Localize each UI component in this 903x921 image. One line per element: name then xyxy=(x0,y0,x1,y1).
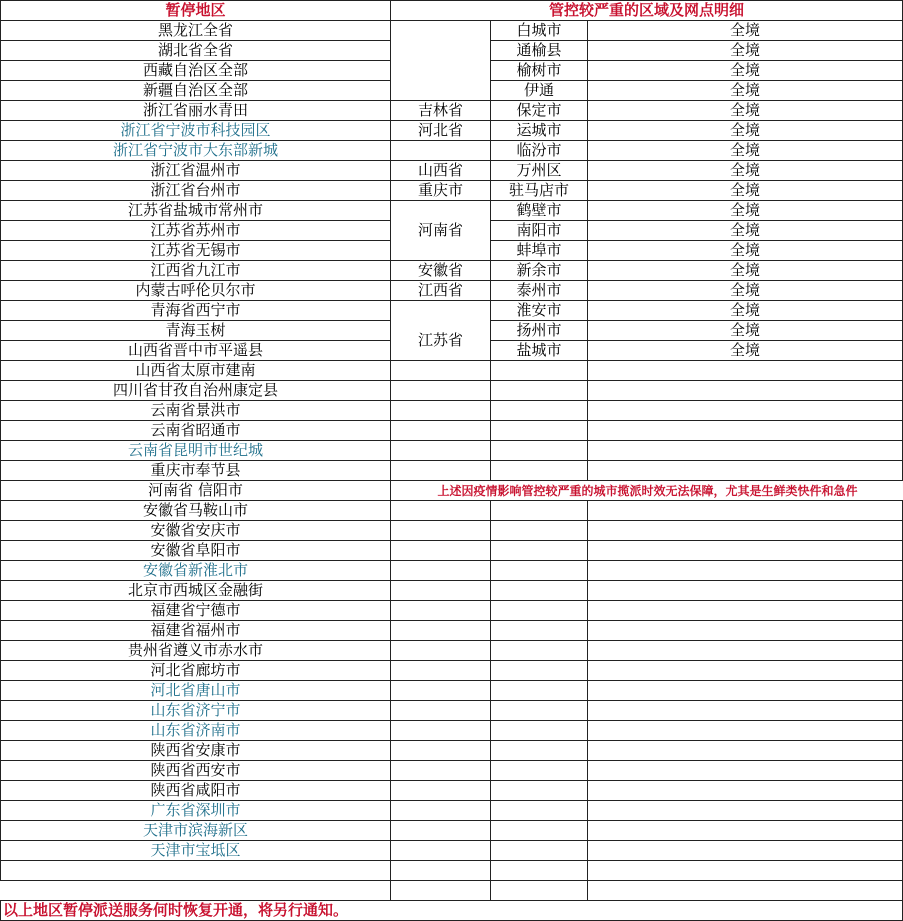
empty-cell xyxy=(390,660,491,681)
empty-cell xyxy=(390,560,491,581)
suspended-region-cell: 福建省福州市 xyxy=(0,620,391,641)
control-scope-cell: 全境 xyxy=(587,240,903,261)
empty-cell xyxy=(587,660,903,681)
controlled-city-cell: 榆树市 xyxy=(490,60,588,81)
empty-cell xyxy=(587,560,903,581)
suspended-region-cell: 内蒙古呼伦贝尔市 xyxy=(0,280,391,301)
empty-cell xyxy=(390,760,491,781)
control-scope-cell: 全境 xyxy=(587,20,903,41)
controlled-city-cell: 通榆县 xyxy=(490,40,588,61)
empty-cell xyxy=(587,460,903,481)
controlled-city-cell: 南阳市 xyxy=(490,220,588,241)
control-scope-cell: 全境 xyxy=(587,320,903,341)
empty-cell xyxy=(490,680,588,701)
control-scope-cell: 全境 xyxy=(587,220,903,241)
control-scope-cell: 全境 xyxy=(587,100,903,121)
empty-cell xyxy=(587,600,903,621)
control-scope-cell: 全境 xyxy=(587,280,903,301)
control-scope-cell: 全境 xyxy=(587,40,903,61)
suspended-region-cell: 贵州省遵义市赤水市 xyxy=(0,640,391,661)
controlled-city-cell: 白城市 xyxy=(490,20,588,41)
note-text: 上述因疫情影响管控较严重的城市揽派时效无法保障，尤其是生鲜类快件和急件 xyxy=(391,480,903,501)
suspended-region-cell: 北京市西城区金融街 xyxy=(0,580,391,601)
suspended-region-cell: 安徽省新淮北市 xyxy=(0,560,391,581)
control-scope-cell: 全境 xyxy=(587,200,903,221)
empty-cell xyxy=(490,860,588,881)
suspended-region-cell: 新疆自治区全部 xyxy=(0,80,391,101)
controlled-city-cell: 运城市 xyxy=(490,120,588,141)
empty-cell xyxy=(587,820,903,841)
suspended-region-cell: 重庆市奉节县 xyxy=(0,460,391,481)
province-cell: 安徽省 xyxy=(390,260,491,281)
empty-cell xyxy=(390,520,491,541)
suspended-region-cell: 云南省昆明市世纪城 xyxy=(0,440,391,461)
suspended-region-cell: 河南省 信阳市 xyxy=(0,480,391,501)
controlled-city-cell: 保定市 xyxy=(490,100,588,121)
province-cell: 吉林省 xyxy=(390,100,491,121)
suspended-region-cell: 江西省九江市 xyxy=(0,260,391,281)
control-scope-cell: 全境 xyxy=(587,180,903,201)
empty-cell xyxy=(587,620,903,641)
control-scope-cell: 全境 xyxy=(587,160,903,181)
suspended-region-cell: 山西省太原市建南 xyxy=(0,360,391,381)
empty-cell xyxy=(490,620,588,641)
empty-cell xyxy=(490,420,588,441)
suspended-region-cell: 安徽省阜阳市 xyxy=(0,540,391,561)
empty-cell xyxy=(490,360,588,381)
empty-cell xyxy=(587,840,903,861)
empty-cell xyxy=(390,680,491,701)
controlled-city-cell: 蚌埠市 xyxy=(490,240,588,261)
control-scope-cell: 全境 xyxy=(587,60,903,81)
empty-cell xyxy=(490,800,588,821)
empty-cell xyxy=(390,720,491,741)
empty-cell xyxy=(390,740,491,761)
controlled-city-cell: 淮安市 xyxy=(490,300,588,321)
empty-cell xyxy=(587,380,903,401)
empty-cell xyxy=(490,460,588,481)
suspended-region-cell: 青海省西宁市 xyxy=(0,300,391,321)
empty-cell xyxy=(390,840,491,861)
suspended-region-cell: 浙江省丽水青田 xyxy=(0,100,391,121)
suspended-region-cell: 江苏省无锡市 xyxy=(0,240,391,261)
empty-cell xyxy=(490,540,588,561)
control-scope-cell: 全境 xyxy=(587,120,903,141)
controlled-city-cell: 新余市 xyxy=(490,260,588,281)
empty-cell xyxy=(587,440,903,461)
empty-cell xyxy=(490,580,588,601)
empty-cell xyxy=(587,580,903,601)
province-cell xyxy=(390,140,491,161)
suspended-region-cell: 山东省济南市 xyxy=(0,720,391,741)
suspended-region-cell: 安徽省马鞍山市 xyxy=(0,500,391,521)
controlled-city-cell: 万州区 xyxy=(490,160,588,181)
empty-cell xyxy=(390,420,491,441)
empty-cell xyxy=(0,860,391,881)
header-controlled: 管控较严重的区域及网点明细 xyxy=(390,0,903,21)
empty-cell xyxy=(587,700,903,721)
empty-cell xyxy=(490,840,588,861)
suspended-region-cell: 陕西省西安市 xyxy=(0,760,391,781)
controlled-city-cell: 临汾市 xyxy=(490,140,588,161)
empty-cell xyxy=(587,540,903,561)
suspended-region-cell: 江苏省苏州市 xyxy=(0,220,391,241)
empty-cell xyxy=(587,760,903,781)
suspended-region-cell: 湖北省全省 xyxy=(0,40,391,61)
province-cell: 河北省 xyxy=(390,120,491,141)
empty-cell xyxy=(587,740,903,761)
empty-cell xyxy=(390,580,491,601)
province-cell: 重庆市 xyxy=(390,180,491,201)
controlled-city-cell: 驻马店市 xyxy=(490,180,588,201)
empty-cell xyxy=(587,400,903,421)
suspended-region-cell: 山东省济宁市 xyxy=(0,700,391,721)
suspended-region-cell: 浙江省宁波市科技园区 xyxy=(0,120,391,141)
empty-cell xyxy=(490,560,588,581)
province-cell xyxy=(390,20,491,101)
empty-cell xyxy=(390,880,491,901)
empty-cell xyxy=(490,820,588,841)
empty-cell xyxy=(587,780,903,801)
control-scope-cell: 全境 xyxy=(587,260,903,281)
empty-cell xyxy=(390,500,491,521)
empty-cell xyxy=(490,440,588,461)
suspended-region-cell: 安徽省安庆市 xyxy=(0,520,391,541)
control-scope-cell: 全境 xyxy=(587,340,903,361)
empty-cell xyxy=(587,420,903,441)
empty-cell xyxy=(490,660,588,681)
controlled-city-cell: 泰州市 xyxy=(490,280,588,301)
empty-cell xyxy=(490,600,588,621)
suspended-region-cell: 河北省廊坊市 xyxy=(0,660,391,681)
header-suspended: 暂停地区 xyxy=(0,0,391,21)
empty-cell xyxy=(390,620,491,641)
empty-cell xyxy=(587,500,903,521)
province-cell: 江西省 xyxy=(390,280,491,301)
empty-cell xyxy=(490,760,588,781)
empty-cell xyxy=(490,400,588,421)
controlled-city-cell: 盐城市 xyxy=(490,340,588,361)
suspended-region-cell: 福建省宁德市 xyxy=(0,600,391,621)
control-scope-cell: 全境 xyxy=(587,80,903,101)
empty-cell xyxy=(390,600,491,621)
empty-cell xyxy=(587,680,903,701)
suspended-region-cell: 云南省昭通市 xyxy=(0,420,391,441)
controlled-city-cell: 扬州市 xyxy=(490,320,588,341)
empty-cell xyxy=(490,520,588,541)
suspended-region-cell: 西藏自治区全部 xyxy=(0,60,391,81)
empty-cell xyxy=(390,400,491,421)
suspended-region-cell: 云南省景洪市 xyxy=(0,400,391,421)
province-cell: 江苏省 xyxy=(390,300,491,381)
province-cell: 河南省 xyxy=(390,200,491,261)
empty-cell xyxy=(490,880,588,901)
controlled-city-cell: 伊通 xyxy=(490,80,588,101)
suspended-region-cell: 天津市滨海新区 xyxy=(0,820,391,841)
suspended-region-cell: 浙江省台州市 xyxy=(0,180,391,201)
suspended-region-cell: 河北省唐山市 xyxy=(0,680,391,701)
empty-cell xyxy=(587,360,903,381)
suspended-region-cell: 江苏省盐城市常州市 xyxy=(0,200,391,221)
empty-cell xyxy=(390,860,491,881)
empty-cell xyxy=(390,820,491,841)
empty-cell xyxy=(390,700,491,721)
empty-cell xyxy=(587,880,903,901)
empty-cell xyxy=(390,640,491,661)
empty-cell xyxy=(490,740,588,761)
control-scope-cell: 全境 xyxy=(587,140,903,161)
suspended-region-cell: 山西省晋中市平遥县 xyxy=(0,340,391,361)
empty-cell xyxy=(587,720,903,741)
empty-cell xyxy=(490,720,588,741)
empty-cell xyxy=(390,380,491,401)
suspended-region-cell: 黑龙江全省 xyxy=(0,20,391,41)
empty-cell xyxy=(390,800,491,821)
suspended-region-cell: 青海玉树 xyxy=(0,320,391,341)
empty-cell xyxy=(490,500,588,521)
empty-cell xyxy=(490,700,588,721)
empty-cell xyxy=(587,860,903,881)
suspended-region-cell: 浙江省温州市 xyxy=(0,160,391,181)
empty-cell xyxy=(587,800,903,821)
empty-cell xyxy=(390,440,491,461)
empty-cell xyxy=(490,380,588,401)
suspended-region-cell: 广东省深圳市 xyxy=(0,800,391,821)
empty-cell xyxy=(587,640,903,661)
footer-notice: 以上地区暂停派送服务何时恢复开通，将另行通知。 xyxy=(0,900,903,921)
empty-cell xyxy=(587,520,903,541)
empty-cell xyxy=(390,540,491,561)
suspended-region-cell: 天津市宝坻区 xyxy=(0,840,391,861)
suspended-region-cell: 陕西省安康市 xyxy=(0,740,391,761)
control-scope-cell: 全境 xyxy=(587,300,903,321)
suspended-region-cell: 四川省甘孜自治州康定县 xyxy=(0,380,391,401)
province-cell: 山西省 xyxy=(390,160,491,181)
empty-cell xyxy=(390,780,491,801)
empty-cell xyxy=(390,360,491,381)
controlled-city-cell: 鹤壁市 xyxy=(490,200,588,221)
empty-cell xyxy=(490,780,588,801)
suspended-region-cell: 浙江省宁波市大东部新城 xyxy=(0,140,391,161)
suspended-region-cell: 陕西省咸阳市 xyxy=(0,780,391,801)
empty-cell xyxy=(490,640,588,661)
empty-cell xyxy=(390,460,491,481)
